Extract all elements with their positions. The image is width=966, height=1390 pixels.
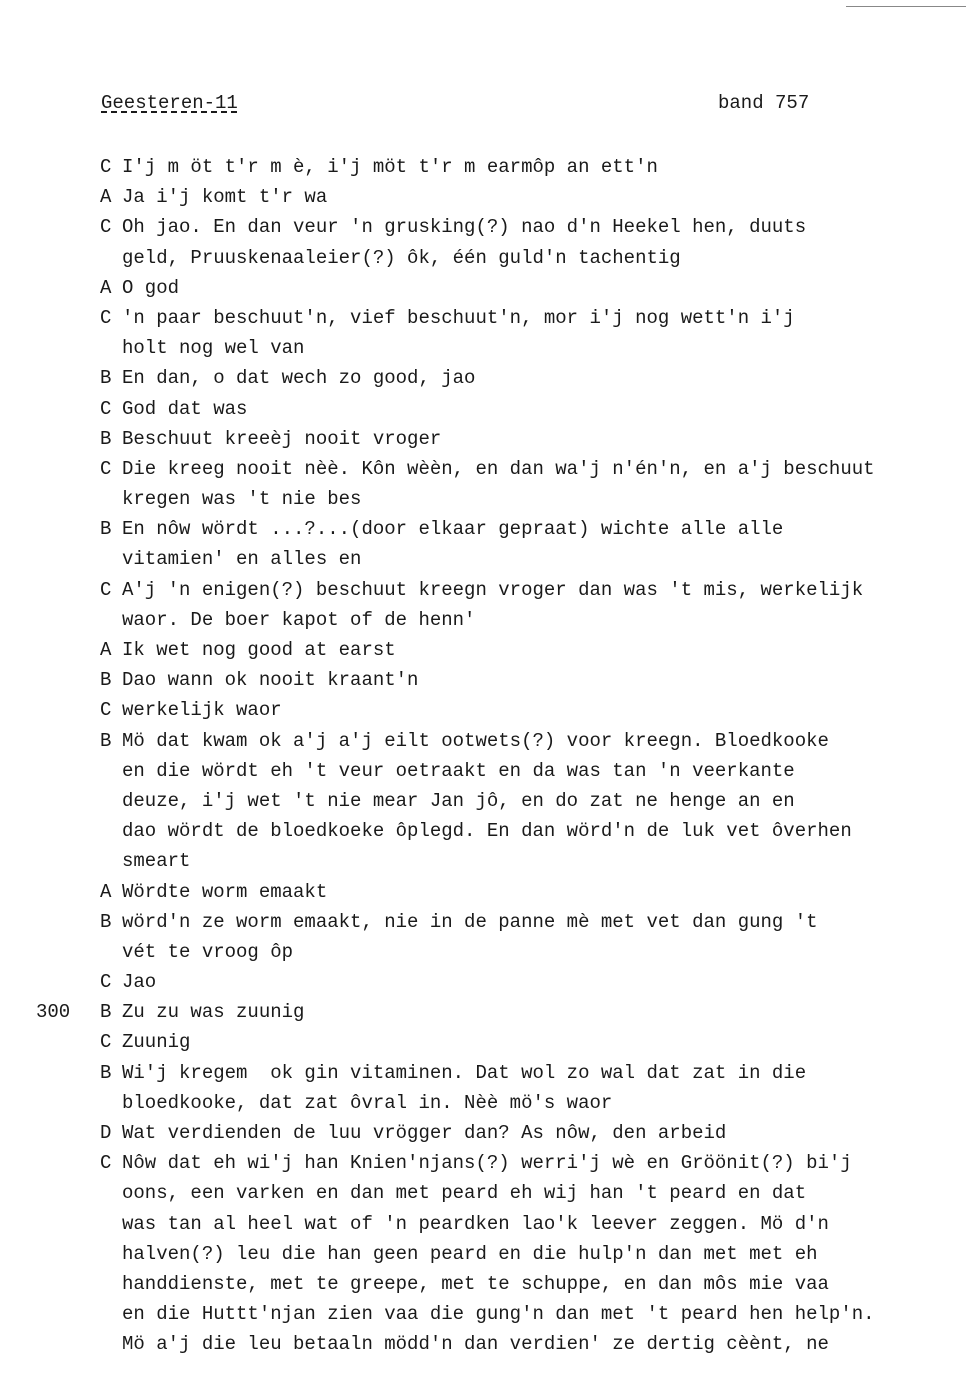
speaker-label: C: [100, 578, 112, 601]
transcript-line: [0, 1209, 966, 1239]
speaker-label: C: [100, 1031, 112, 1054]
utterance-text: Wördte worm emaakt: [122, 880, 328, 903]
speaker-label: D: [100, 1122, 112, 1144]
speaker-label: C: [100, 457, 112, 480]
utterance-text: Dao wann ok nooit kraant'n: [122, 669, 419, 692]
utterance-text: en die wördt eh 't veur oetraakt en da was tan 'n veerkante: [122, 759, 795, 782]
speaker-label: A: [100, 639, 112, 661]
speaker-label: B: [100, 1001, 112, 1024]
utterance-text: Wat verdienden de luu vrögger dan? As nôw, den arbeid: [122, 1122, 727, 1144]
transcript-line: [0, 635, 966, 665]
speaker-label: C: [100, 971, 112, 994]
utterance-text: Mö dat kwam ok a'j a'j eilt ootwets(?) voor kreegn. Bloedkooke: [122, 729, 829, 752]
speaker-label: B: [100, 729, 112, 752]
header-location-code: Geesteren-11: [101, 92, 238, 114]
transcript-line: [0, 1269, 966, 1299]
transcript-line: [0, 152, 966, 182]
utterance-text: waor. De boer kapot of de henn': [122, 608, 476, 631]
speaker-label: C: [100, 699, 112, 722]
utterance-text: O god: [122, 276, 180, 299]
transcript-line: [0, 454, 966, 484]
transcript-line: [0, 1058, 966, 1088]
speaker-label: A: [100, 276, 112, 299]
utterance-text: werkelijk waor: [122, 699, 282, 722]
top-edge-line: [846, 6, 966, 7]
transcript-line: [0, 937, 966, 967]
transcript-line: [0, 695, 966, 725]
speaker-label: B: [100, 518, 112, 541]
transcript-line: [0, 575, 966, 605]
transcript-line: [0, 363, 966, 393]
transcript-line: [0, 273, 966, 303]
transcript-body: [0, 152, 966, 1360]
utterance-text: A'j 'n enigen(?) beschuut kreegn vroger dan was 't mis, werkelijk: [122, 578, 864, 601]
transcript-line: [0, 786, 966, 816]
transcript-line: [0, 182, 966, 212]
utterance-text: 'n paar beschuut'n, vief beschuut'n, mor i'j nog wett'n i'j: [122, 306, 795, 329]
transcript-line: [0, 816, 966, 846]
speaker-label: C: [100, 306, 112, 329]
utterance-text: deuze, i'j wet 't nie mear Jan jô, en do zat ne henge an en: [122, 789, 795, 812]
utterance-text: Beschuut kreeèj nooit vroger: [122, 427, 442, 450]
transcript-line: [0, 1299, 966, 1329]
utterance-text: handdienste, met te greepe, met te schuppe, en dan môs mie vaa: [122, 1272, 829, 1295]
transcript-line: [0, 665, 966, 695]
utterance-text: Oh jao. En dan veur 'n grusking(?) nao d'n Heekel hen, duuts: [122, 216, 807, 239]
utterance-text: Nôw dat eh wi'j han Knien'njans(?) werri'j wè en Gröönit(?) bi'j: [122, 1152, 852, 1175]
utterance-text: Wi'j kregem ok gin vitaminen. Dat wol zo wal dat zat in die: [122, 1061, 807, 1084]
transcript-line: [0, 997, 966, 1027]
utterance-text: Zuunig: [122, 1031, 191, 1054]
transcript-line: [0, 1027, 966, 1057]
utterance-text: smeart: [122, 850, 191, 873]
utterance-text: oons, een varken en dan met peard eh wij han 't peard en dat: [122, 1182, 807, 1205]
utterance-text: vitamien' en alles en: [122, 548, 362, 571]
utterance-text: God dat was: [122, 397, 248, 420]
utterance-text: Die kreeg nooit nèè. Kôn wèèn, en dan wa'j n'én'n, en a'j beschuut: [122, 457, 875, 480]
utterance-text: dao wördt de bloedkoeke ôplegd. En dan wörd'n de luk vet ôverhen: [122, 820, 852, 843]
utterance-text: Jao: [122, 971, 157, 994]
utterance-text: halven(?) leu die han geen peard en die hulp'n dan met met eh: [122, 1242, 818, 1265]
transcript-line: [0, 212, 966, 242]
transcript-line: [0, 1329, 966, 1359]
transcript-line: [0, 846, 966, 876]
transcript-line: [0, 544, 966, 574]
speaker-label: B: [100, 367, 112, 390]
transcript-line: [0, 1088, 966, 1118]
transcript-line: [0, 1118, 966, 1148]
utterance-text: was tan al heel wat of 'n peardken lao'k leever zeggen. Mö d'n: [122, 1212, 829, 1235]
utterance-text: wörd'n ze worm emaakt, nie in de panne mè met vet dan gung 't: [122, 910, 818, 933]
speaker-label: B: [100, 669, 112, 692]
transcript-line: [0, 756, 966, 786]
transcript-line: [0, 484, 966, 514]
utterance-text: kregen was 't nie bes: [122, 488, 362, 511]
utterance-text: en die Huttt'njan zien vaa die gung'n dan met 't peard hen help'n.: [122, 1303, 875, 1326]
utterance-text: Zu zu was zuunig: [122, 1001, 305, 1024]
speaker-label: C: [100, 397, 112, 420]
speaker-label: B: [100, 910, 112, 933]
utterance-text: I'j m öt t'r m è, i'j möt t'r m earmôp an ett'n: [122, 156, 658, 178]
utterance-text: En dan, o dat wech zo good, jao: [122, 367, 476, 390]
header-tape-number: band 757: [718, 92, 810, 114]
utterance-text: Ik wet nog good at earst: [122, 639, 396, 661]
transcript-line: [0, 605, 966, 635]
transcript-line: [0, 907, 966, 937]
transcript-line: [0, 877, 966, 907]
utterance-text: vét te vroog ôp: [122, 940, 294, 963]
transcript-line: [0, 424, 966, 454]
transcript-line: [0, 1239, 966, 1269]
speaker-label: C: [100, 156, 112, 178]
transcript-line: [0, 243, 966, 273]
speaker-label: C: [100, 1152, 112, 1175]
transcript-line: [0, 726, 966, 756]
utterance-text: Ja i'j komt t'r wa: [122, 186, 328, 209]
margin-line-number: 300: [36, 1001, 71, 1024]
transcript-line: [0, 1148, 966, 1178]
transcript-line: [0, 394, 966, 424]
utterance-text: holt nog wel van: [122, 337, 305, 360]
transcript-line: [0, 1178, 966, 1208]
utterance-text: Mö a'j die leu betaaln mödd'n dan verdien' ze dertig cèènt, ne: [122, 1333, 829, 1356]
speaker-label: A: [100, 880, 112, 903]
utterance-text: bloedkooke, dat zat ôvral in. Nèè mö's waor: [122, 1091, 613, 1114]
utterance-text: En nôw wördt ...?...(door elkaar gepraat) wichte alle alle: [122, 518, 784, 541]
transcript-line: [0, 967, 966, 997]
utterance-text: geld, Pruuskenaaleier(?) ôk, één guld'n tachentig: [122, 246, 681, 269]
speaker-label: B: [100, 1061, 112, 1084]
transcript-line: [0, 514, 966, 544]
transcript-line: [0, 303, 966, 333]
transcript-line: [0, 333, 966, 363]
speaker-label: A: [100, 186, 112, 209]
speaker-label: B: [100, 427, 112, 450]
speaker-label: C: [100, 216, 112, 239]
